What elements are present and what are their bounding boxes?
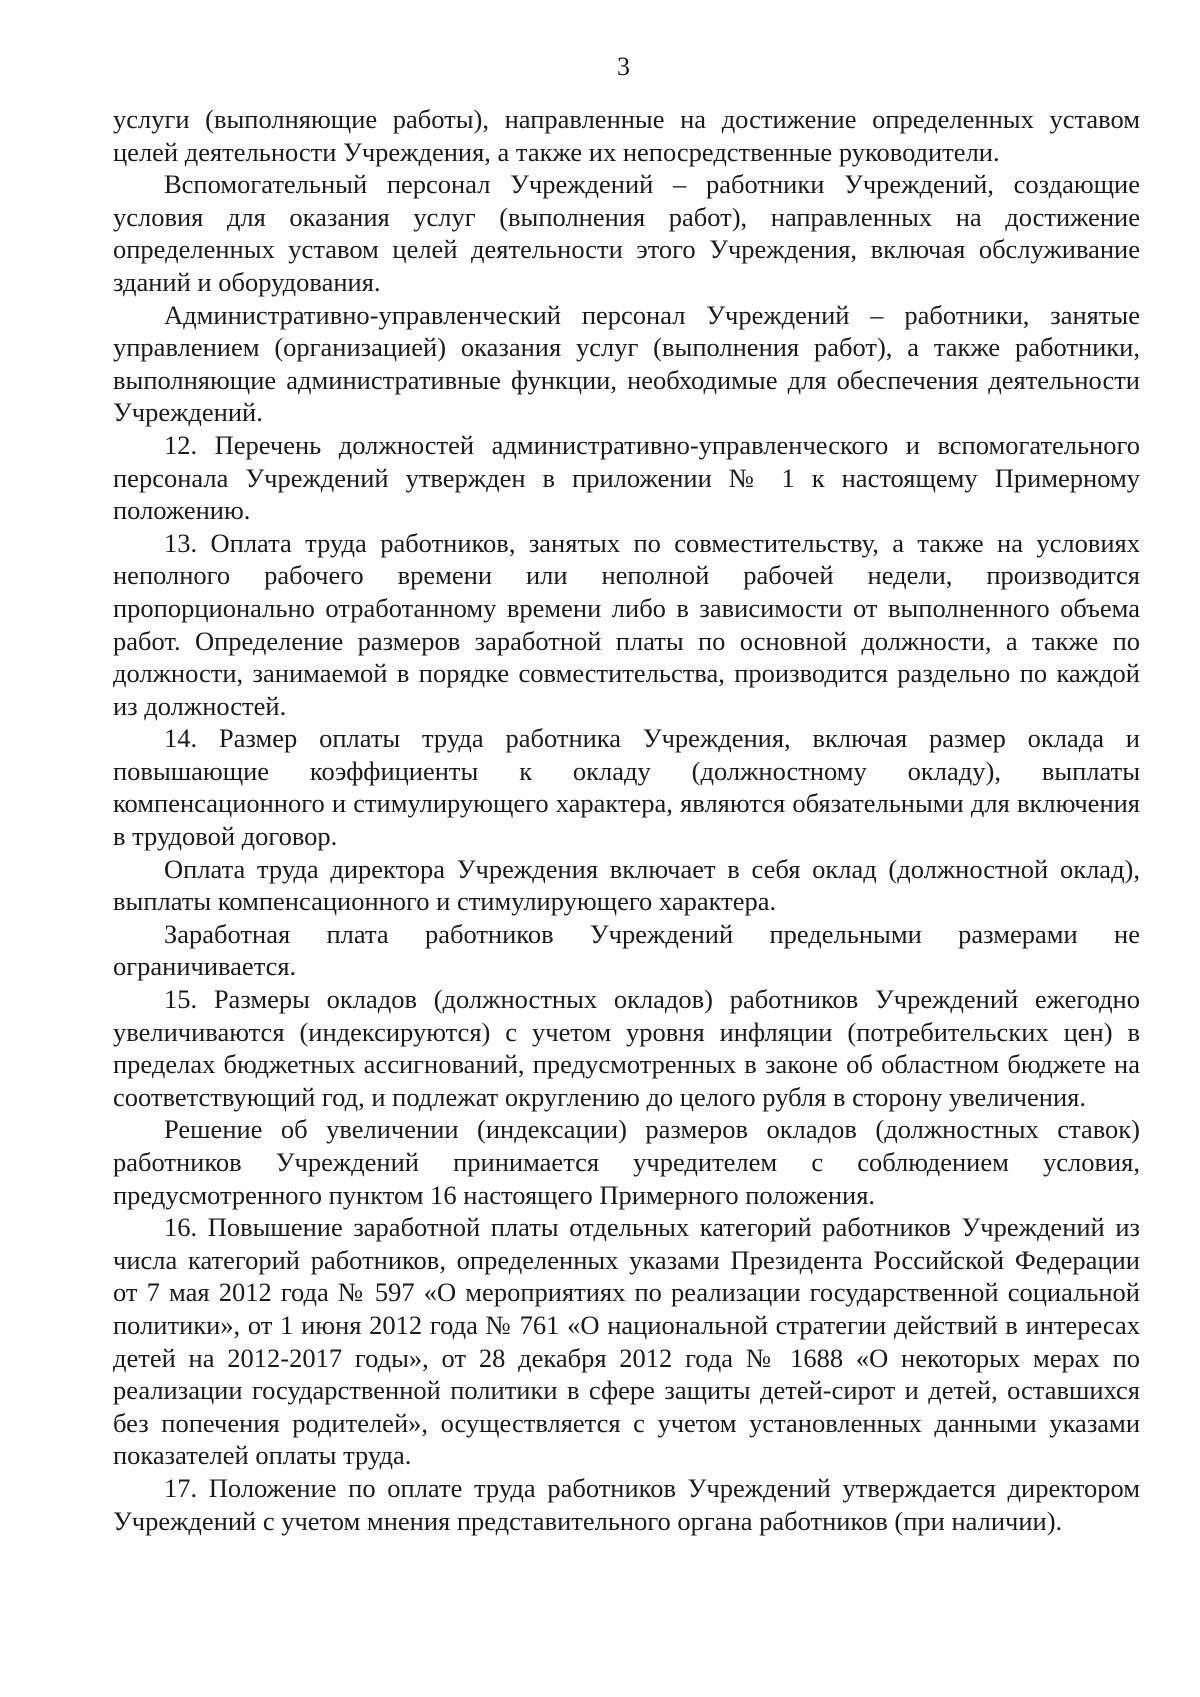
paragraph-indexation-decision: Решение об увеличении (индексации) размеров окладов (должностных ставок) работников Учреждений принимается учредителем с соблюдением условия, предусмотренного пунктом 16 настоящего Примерного положения. xyxy=(113,1114,1140,1210)
paragraph-admin-staff: Административно-управленческий персонал Учреждений – работники, занятые управлением (организацией) оказания услуг (выполнения работ), а также работники, выполняющие административные функции, необходимые для обеспечения деятельности Учреждений. xyxy=(113,299,1140,428)
paragraph-auxiliary-staff: Вспомогательный персонал Учреждений – работники Учреждений, создающие условия для оказания услуг (выполнения работ), направленных на достижение определенных уставом целей деятельности этого Учреждения, включая обслуживание зданий и оборудования. xyxy=(113,169,1140,297)
document-body xyxy=(113,103,1140,1537)
paragraph-continuation: услуги (выполняющие работы), направленные на достижение определенных уставом целей деятельности Учреждения, а также их непосредственные руководители. xyxy=(113,104,1140,167)
paragraph-item-15: 15. Размеры окладов (должностных окладов) работников Учреждений ежегодно увеличиваются (индексируются) с учетом уровня инфляции (потребительских цен) в пределах бюджетных ассигнований, предусмотренных в законе об областном бюджете на соответствующий год, и подлежат округлению до целого рубля в сторону увеличения. xyxy=(113,984,1140,1112)
paragraph-item-16: 16. Повышение заработной платы отдельных категорий работников Учреждений из числа категорий работников, определенных указами Президента Российской Федерации от 7 мая 2012 года № 597 «О мероприятиях по реализации государственной социальной политики», от 1 июня 2012 года № 761 «О национальной стратегии действий в интересах детей на 2012-2017 годы», от 28 декабря 2012 года № 1688 «О некоторых мерах по реализации государственной политики в сфере защиты детей-сирот и детей, оставшихся без попечения родителей», осуществляется с учетом установленных данными указами показателей оплаты труда. xyxy=(113,1212,1140,1471)
paragraph-director-pay: Оплата труда директора Учреждения включает в себя оклад (должностной оклад), выплаты компенсационного и стимулирующего характера. xyxy=(113,853,1140,917)
paragraph-item-13: 13. Оплата труда работников, занятых по совместительству, а также на условиях неполного рабочего времени или неполной рабочей недели, производится пропорционально отработанному времени либо в зависимости от выполненного объема работ. Определение размеров заработной платы по основной должности, а также по должности, занимаемой в порядке совместительства, производится раздельно по каждой из должностей. xyxy=(113,527,1140,721)
paragraph-item-12: 12. Перечень должностей административно-управленческого и вспомогательного персонала Учреждений утвержден в приложении № 1 к настоящему Примерному положению. xyxy=(113,429,1140,526)
paragraph-item-14: 14. Размер оплаты труда работника Учреждения, включая размер оклада и повышающие коэффициенты к окладу (должностному окладу), выплаты компенсационного и стимулирующего характера, являются обязательными для включения в трудовой договор. xyxy=(113,723,1140,852)
paragraph-item-17: 17. Положение по оплате труда работников Учреждений утверждается директором Учреждений с учетом мнения представительного органа работников (при наличии). xyxy=(113,1472,1140,1536)
page-number: 3 xyxy=(617,52,630,81)
paragraph-salary-limit: Заработная плата работников Учреждений предельными размерами не ограничивается. xyxy=(113,918,1140,982)
